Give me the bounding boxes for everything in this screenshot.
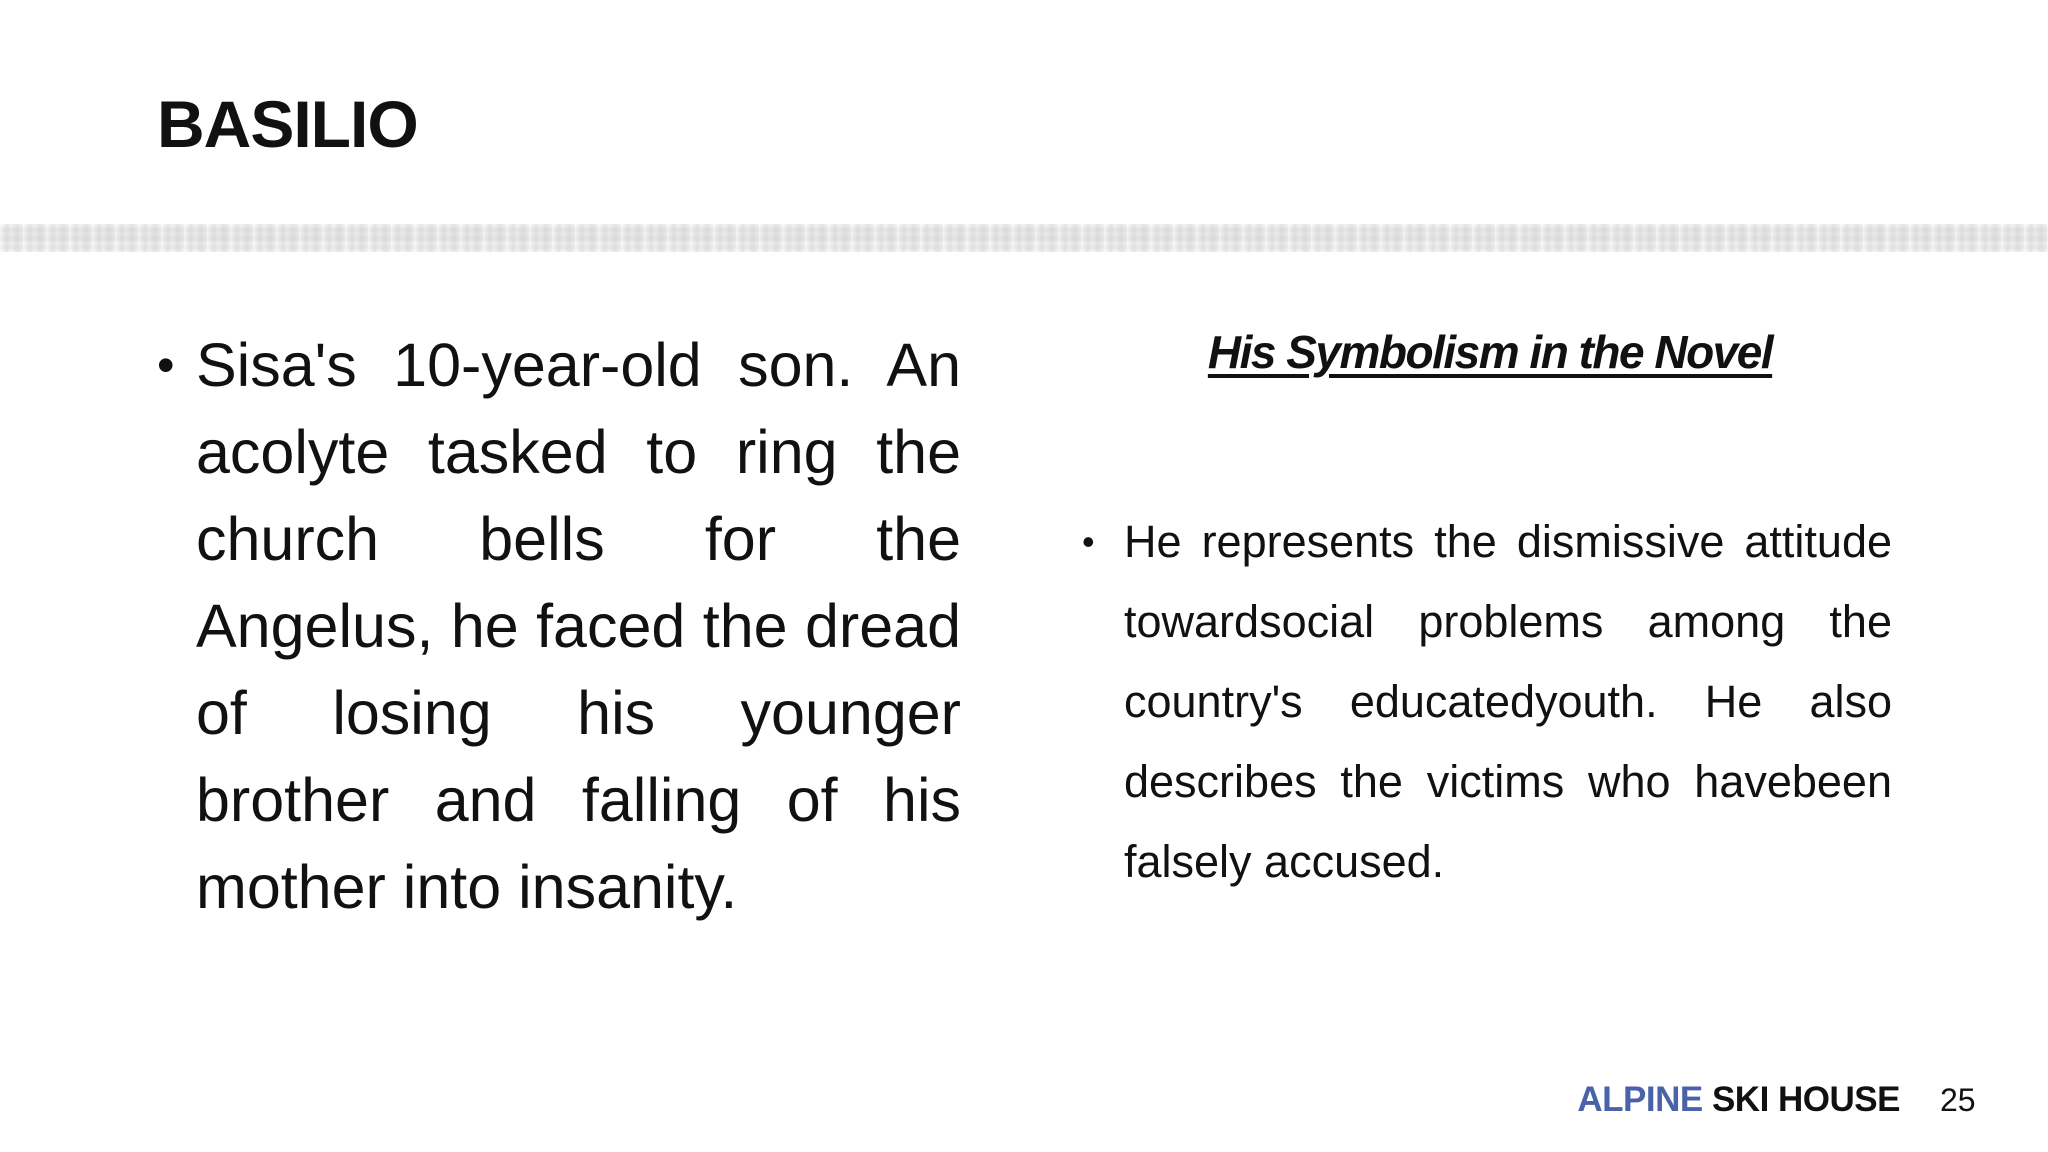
left-bullet-item (157, 322, 961, 931)
footer-brand (1577, 1078, 1900, 1122)
bullet-dot-icon: • (157, 337, 175, 393)
slide-title: BASILIO (157, 87, 418, 161)
right-content-column (1082, 502, 1892, 902)
right-bullet-text: He represents the dismissive attitude towardsocial problems among the country's educatedyouth. He also describes the victims who havebeen falsely accused. (1124, 516, 1892, 887)
page-number: 25 (1940, 1082, 1976, 1118)
right-bullet-item (1082, 502, 1892, 902)
left-bullet-text: Sisa's 10-year-old son. An acolyte tasked to ring the church bells for the Angelus, he faced the dread of losing his younger brother and falling of his mother into insanity. (196, 331, 961, 921)
footer-brand-rest: SKI HOUSE (1711, 1080, 1900, 1119)
decorative-texture-band (0, 224, 2048, 252)
bullet-dot-icon: • (1082, 521, 1095, 562)
symbolism-heading: His Symbolism in the Novel (1207, 326, 1773, 378)
left-content-column (157, 322, 961, 931)
footer-brand-accent: ALPINE (1577, 1080, 1703, 1119)
